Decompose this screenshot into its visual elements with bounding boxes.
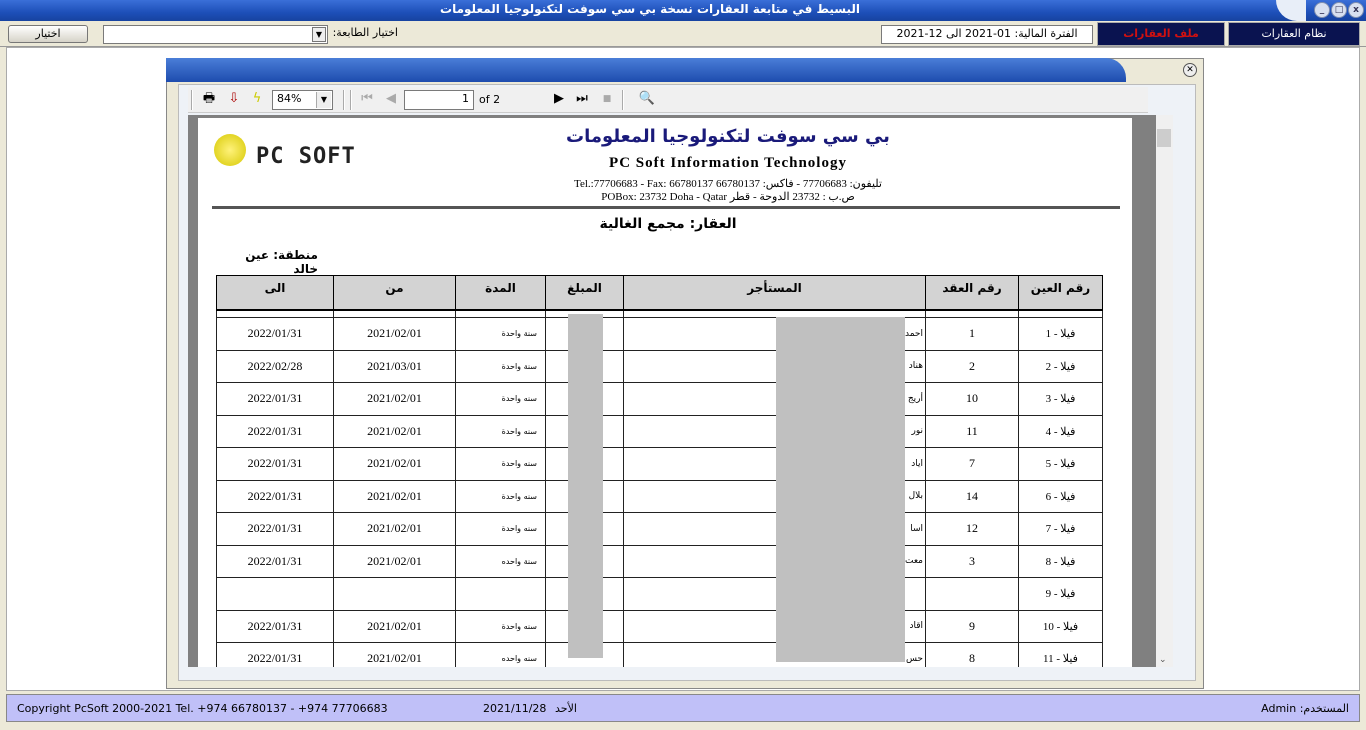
report-viewport <box>188 115 1156 667</box>
tenant-cell: حس <box>624 643 926 668</box>
company-name-ar: بي سي سوفت لتكنولوجيا المعلومات <box>566 126 890 147</box>
contract-cell: 11 <box>926 415 1019 448</box>
to-cell: 2022/01/31 <box>217 318 334 351</box>
report-window-header <box>166 58 1126 82</box>
unit-cell: فيلا - 6 <box>1019 480 1103 513</box>
zoom-value: 84% <box>277 92 302 105</box>
printer-select[interactable] <box>103 25 328 44</box>
minimize-button[interactable]: _ <box>1314 2 1330 18</box>
table-row <box>217 513 1103 546</box>
scroll-thumb[interactable] <box>1157 129 1171 147</box>
tenant-cell: اسا <box>624 513 926 546</box>
tenant-cell: هناد <box>624 350 926 383</box>
contract-cell: 12 <box>926 513 1019 546</box>
to-cell <box>217 578 334 611</box>
status-user: المستخدم: Admin <box>1261 702 1349 715</box>
duration-cell: سنه واحدة <box>456 480 546 513</box>
logo-ball-icon <box>214 134 246 166</box>
table-row <box>217 415 1103 448</box>
contracts-table <box>216 275 1103 667</box>
col-contract: رقم العقد <box>926 276 1019 310</box>
export-icon[interactable]: ⇩ <box>228 91 240 106</box>
last-page-icon[interactable]: ⏭ <box>576 91 588 106</box>
choose-button[interactable]: اختيار <box>8 25 88 43</box>
contract-cell: 2 <box>926 350 1019 383</box>
duration-cell: سنة واحدة <box>456 350 546 383</box>
to-cell: 2022/02/28 <box>217 350 334 383</box>
duration-cell: سنه واحدة <box>456 610 546 643</box>
col-to: الى <box>217 276 334 310</box>
to-cell: 2022/01/31 <box>217 415 334 448</box>
col-tenant: المستأجر <box>624 276 926 310</box>
header-divider <box>212 206 1120 209</box>
table-row <box>217 545 1103 578</box>
contract-cell: 7 <box>926 448 1019 481</box>
unit-cell: فيلا - 10 <box>1019 610 1103 643</box>
from-cell: 2021/02/01 <box>334 480 456 513</box>
tenant-cell: معت <box>624 545 926 578</box>
unit-cell: فيلا - 4 <box>1019 415 1103 448</box>
region-label: منطقة: عين خالد <box>245 248 318 276</box>
tenant-cell: بلال <box>624 480 926 513</box>
to-cell: 2022/01/31 <box>217 610 334 643</box>
maximize-button[interactable]: □ <box>1331 2 1347 18</box>
app-title: البسيط في متابعة العقارات نسخة بي سي سوفت لتكنولوجيا المعلومات <box>440 2 860 16</box>
contract-cell: 10 <box>926 383 1019 416</box>
from-cell: 2021/03/01 <box>334 350 456 383</box>
lightning-icon[interactable]: ϟ <box>252 91 262 106</box>
unit-cell: فيلا - 3 <box>1019 383 1103 416</box>
tenant-cell: أريج <box>624 383 926 416</box>
viewer-toolbar <box>188 87 1148 113</box>
contact-line-1: Tel.:77706683 - Fax: 66780137 66780137 :تليفون: 77706683 - فاكس <box>574 178 882 190</box>
fiscal-period: الفترة المالية: 01-2021 الى 12-2021 <box>881 25 1093 44</box>
logo: PC SOFT <box>256 144 356 169</box>
report-close-icon[interactable]: ✕ <box>1183 63 1197 77</box>
table-row <box>217 643 1103 668</box>
prev-page-icon[interactable]: ◀ <box>386 91 396 106</box>
to-cell: 2022/01/31 <box>217 643 334 668</box>
contract-cell <box>926 578 1019 611</box>
contract-cell: 9 <box>926 610 1019 643</box>
printer-label: اختيار الطابعة: <box>332 26 398 39</box>
from-cell: 2021/02/01 <box>334 383 456 416</box>
next-page-icon[interactable]: ▶ <box>554 91 564 106</box>
vertical-scrollbar[interactable] <box>1156 115 1173 667</box>
scroll-down-icon[interactable]: ⌄ <box>1159 655 1167 665</box>
duration-cell: سنه واحدة <box>456 415 546 448</box>
table-row <box>217 318 1103 351</box>
tenant-cell: احمد <box>624 318 926 351</box>
from-cell: 2021/02/01 <box>334 513 456 546</box>
from-cell: 2021/02/01 <box>334 643 456 668</box>
chevron-down-icon[interactable]: ▼ <box>312 27 326 42</box>
from-cell: 2021/02/01 <box>334 610 456 643</box>
from-cell: 2021/02/01 <box>334 448 456 481</box>
col-unit: رقم العين <box>1019 276 1103 310</box>
col-amount: المبلغ <box>546 276 624 310</box>
chevron-down-icon[interactable]: ▼ <box>316 92 331 108</box>
table-row <box>217 350 1103 383</box>
property-title: العقار: مجمع الغالية <box>599 216 737 232</box>
from-cell <box>334 578 456 611</box>
table-header-row <box>217 276 1103 310</box>
col-from: من <box>334 276 456 310</box>
to-cell: 2022/01/31 <box>217 480 334 513</box>
contract-cell: 3 <box>926 545 1019 578</box>
duration-cell: سنه واحدة <box>456 513 546 546</box>
copyright: Copyright PcSoft 2000-2021 Tel. +974 66780137 - +974 77706683 <box>17 702 388 715</box>
contact-line-2: POBox: 23732 Doha - Qatar ص.ب : 23732 الدوحة - قطر <box>601 191 855 203</box>
from-cell: 2021/02/01 <box>334 318 456 351</box>
tenant-cell: اقاد <box>624 610 926 643</box>
redacted-amount <box>568 314 603 658</box>
table-row <box>217 448 1103 481</box>
tenant-cell: نور <box>624 415 926 448</box>
page-number-input[interactable]: 1 <box>404 90 474 110</box>
find-icon[interactable]: 🔍 <box>638 91 656 106</box>
duration-cell: سنة واحدة <box>456 318 546 351</box>
table-row <box>217 383 1103 416</box>
contract-cell: 1 <box>926 318 1019 351</box>
unit-cell: فيلا - 11 <box>1019 643 1103 668</box>
unit-cell: فيلا - 5 <box>1019 448 1103 481</box>
top-toolbar <box>0 21 1366 47</box>
unit-cell: فيلا - 7 <box>1019 513 1103 546</box>
status-day: الأحد <box>555 702 577 715</box>
from-cell: 2021/02/01 <box>334 545 456 578</box>
company-name-en: PC Soft Information Technology <box>609 155 847 171</box>
unit-cell: فيلا - 9 <box>1019 578 1103 611</box>
first-page-icon[interactable]: ⏮ <box>361 91 373 106</box>
duration-cell <box>456 578 546 611</box>
table-row <box>217 578 1103 611</box>
unit-cell: فيلا - 8 <box>1019 545 1103 578</box>
duration-cell: سنه واحده <box>456 643 546 668</box>
contract-cell: 14 <box>926 480 1019 513</box>
stop-icon[interactable]: ■ <box>602 94 612 104</box>
duration-cell: سنه واحدة <box>456 383 546 416</box>
from-cell: 2021/02/01 <box>334 415 456 448</box>
zoom-select[interactable] <box>272 90 333 110</box>
duration-cell: سنة واحده <box>456 545 546 578</box>
tab-property-file[interactable]: ملف العقارات <box>1097 22 1225 46</box>
to-cell: 2022/01/31 <box>217 383 334 416</box>
table-row <box>217 610 1103 643</box>
to-cell: 2022/01/31 <box>217 545 334 578</box>
status-bar <box>6 694 1360 722</box>
close-button[interactable]: x <box>1348 2 1364 18</box>
unit-cell: فيلا - 1 <box>1019 318 1103 351</box>
print-icon[interactable]: 🖶 <box>202 91 216 106</box>
tab-property-system[interactable]: نظام العقارات <box>1228 22 1360 46</box>
tenant-cell: اياد <box>624 448 926 481</box>
to-cell: 2022/01/31 <box>217 513 334 546</box>
table-row <box>217 480 1103 513</box>
redacted-tenant <box>776 317 905 662</box>
contract-cell: 8 <box>926 643 1019 668</box>
unit-cell: فيلا - 2 <box>1019 350 1103 383</box>
page-count: of 2 <box>479 93 501 106</box>
duration-cell: سنه واحدة <box>456 448 546 481</box>
title-bar <box>0 0 1366 21</box>
col-duration: المدة <box>456 276 546 310</box>
status-date: 2021/11/28 <box>483 702 547 715</box>
report-page <box>198 118 1132 667</box>
to-cell: 2022/01/31 <box>217 448 334 481</box>
